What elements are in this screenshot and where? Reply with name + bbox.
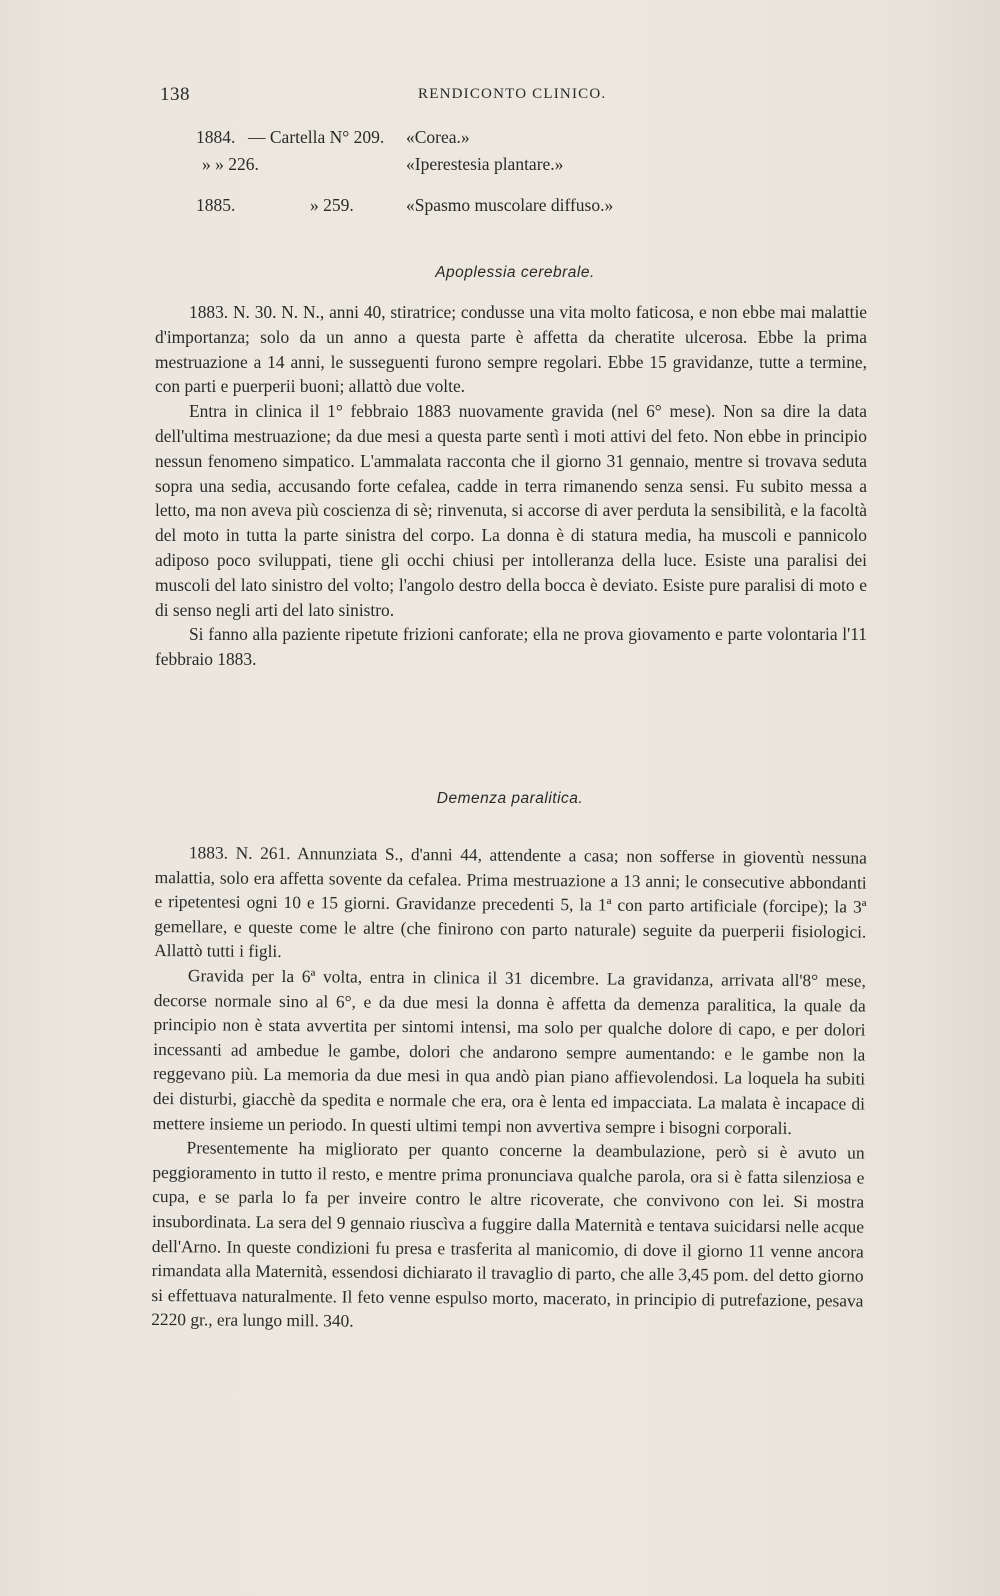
section-body-demenza <box>151 840 867 1337</box>
page-header <box>160 84 620 114</box>
section-heading-apoplessia: Apoplessia cerebrale. <box>435 264 595 281</box>
paragraph: Si fanno alla paziente ripetute frizioni canforate; ella ne prova giovamento e parte volontaria l'11 febbraio 1883. <box>155 624 867 670</box>
index-diagnosis: «Corea.» <box>406 127 470 147</box>
index-diagnosis: «Iperestesia plantare.» <box>406 154 564 174</box>
index-row <box>196 124 756 151</box>
case-index-list <box>196 124 756 219</box>
running-title: RENDICONTO CLINICO. <box>418 86 607 102</box>
paragraph: Presentemente ha migliorato per quanto concerne la deambulazione, però si è avuto un peggioramento in tutto il resto, e mentre prima pronunciava qualche parola, ora si è fatta silenziosa e cupa, e se parla lo fa per inveire contro le altre ricoverate, che convivono con lei. Si mostra insubordinata. La sera del 9 gennaio riuscìva a fuggire dalla Maternità e tentava suicidarsi nelle acque dell'Arno. In queste condizioni fu presa e trasferita al manicomio, di dove il giorno 11 venne ancora rimandata alla Maternità, essendosi dichiarato il travaglio di parto, che alle 3,45 pom. del detto giorno si effettuava naturalmente. Il feto venne espulso morto, macerato, in principio di putrefazione, pesava 2220 gr., era lungo mill. 340. <box>151 1137 865 1331</box>
section-body-apoplessia <box>155 300 867 672</box>
index-diagnosis: «Spasmo muscolare diffuso.» <box>406 195 614 215</box>
page-number: 138 <box>160 84 190 105</box>
paragraph: 1883. N. 261. Annunziata S., d'anni 44, attendente a casa; non sofferse in gioventù nessuna malattia, solo era affetta sovente da cefalea. Prima mestruazione a 13 anni; le consecutive abbondanti e ripetentesi ogni 10 e 15 giorni. Gravidanze precedenti 5, la 1ª con parto artificiale (forcipe); la 3ª gemellare, e queste come le altre (che finirono con parto naturale) seguite da puerperii fisiologici. Allattò tutti i figli. <box>154 842 867 962</box>
index-record-number: — Cartella N° 209. <box>248 127 385 147</box>
index-row <box>196 192 756 219</box>
index-year: 1884. <box>196 127 236 147</box>
index-row <box>196 151 756 178</box>
paragraph: Gravida per la 6ª volta, entra in clinica il 31 dicembre. La gravidanza, arrivata all'8° mese, decorse normale sino al 6°, e da due mesi la donna è affetta da demenza paralitica, la quale da principio non è stata avvertita per sintomi intensi, ma solo per qualche dolore di capo, e per dolori incessanti ad ambedue le gambe, dolori che andarono sempre aumentando: e le gambe non la reggevano più. La memoria da due mesi in qua andò pian piano affievolendosi. La loquela ha subiti dei disturbi, giacchè da spedita e normale che era, ora è lenta ed impacciata. La malata è incapace di mettere insieme un periodo. In questi ultimi tempi non avvertiva sempre i bisogni corporali. <box>152 965 866 1138</box>
section-heading-demenza: Demenza paralitica. <box>436 790 584 807</box>
paragraph: Entra in clinica il 1° febbraio 1883 nuovamente gravida (nel 6° mese). Non sa dire la data dell'ultima mestruazione; da due mesi a questa parte sentì i moti attivi del feto. Non ebbe in principio nessun fenomeno simpatico. L'ammalata racconta che il giorno 31 gennaio, mentre si trovava seduta sopra una sedia, accusando forte cefalea, cadde in terra rimanendo senza sensi. Fu subito messa a letto, ma non aveva più coscienza di sè; rinvenuta, si accorse di aver perduta la sensibilità, e la facoltà del moto in tutta la parte sinistra del corpo. La donna è di statura media, ha muscoli e pannicolo adiposo poco sviluppati, tiene gli occhi chiusi per intolleranza della luce. Esiste una paralisi dei muscoli del lato sinistro del volto; l'angolo destro della bocca è deviato. Esiste pure paralisi di moto e di senso negli arti del lato sinistro. <box>155 401 867 620</box>
index-year: 1885. <box>196 195 236 215</box>
index-record-number: » 259. <box>310 195 354 215</box>
paragraph: 1883. N. 30. N. N., anni 40, stiratrice; condusse una vita molto faticosa, e non ebbe mai malattie d'importanza; solo da un anno a questa parte è affetta da cheratite ulcerosa. Ebbe la prima mestruazione a 14 anni, le susseguenti furono sempre regolari. Ebbe 15 gravidanze, tutte a termine, con parti e puerperii buoni; allattò due volte. <box>155 302 867 397</box>
index-record-number: » » 226. <box>202 154 259 174</box>
